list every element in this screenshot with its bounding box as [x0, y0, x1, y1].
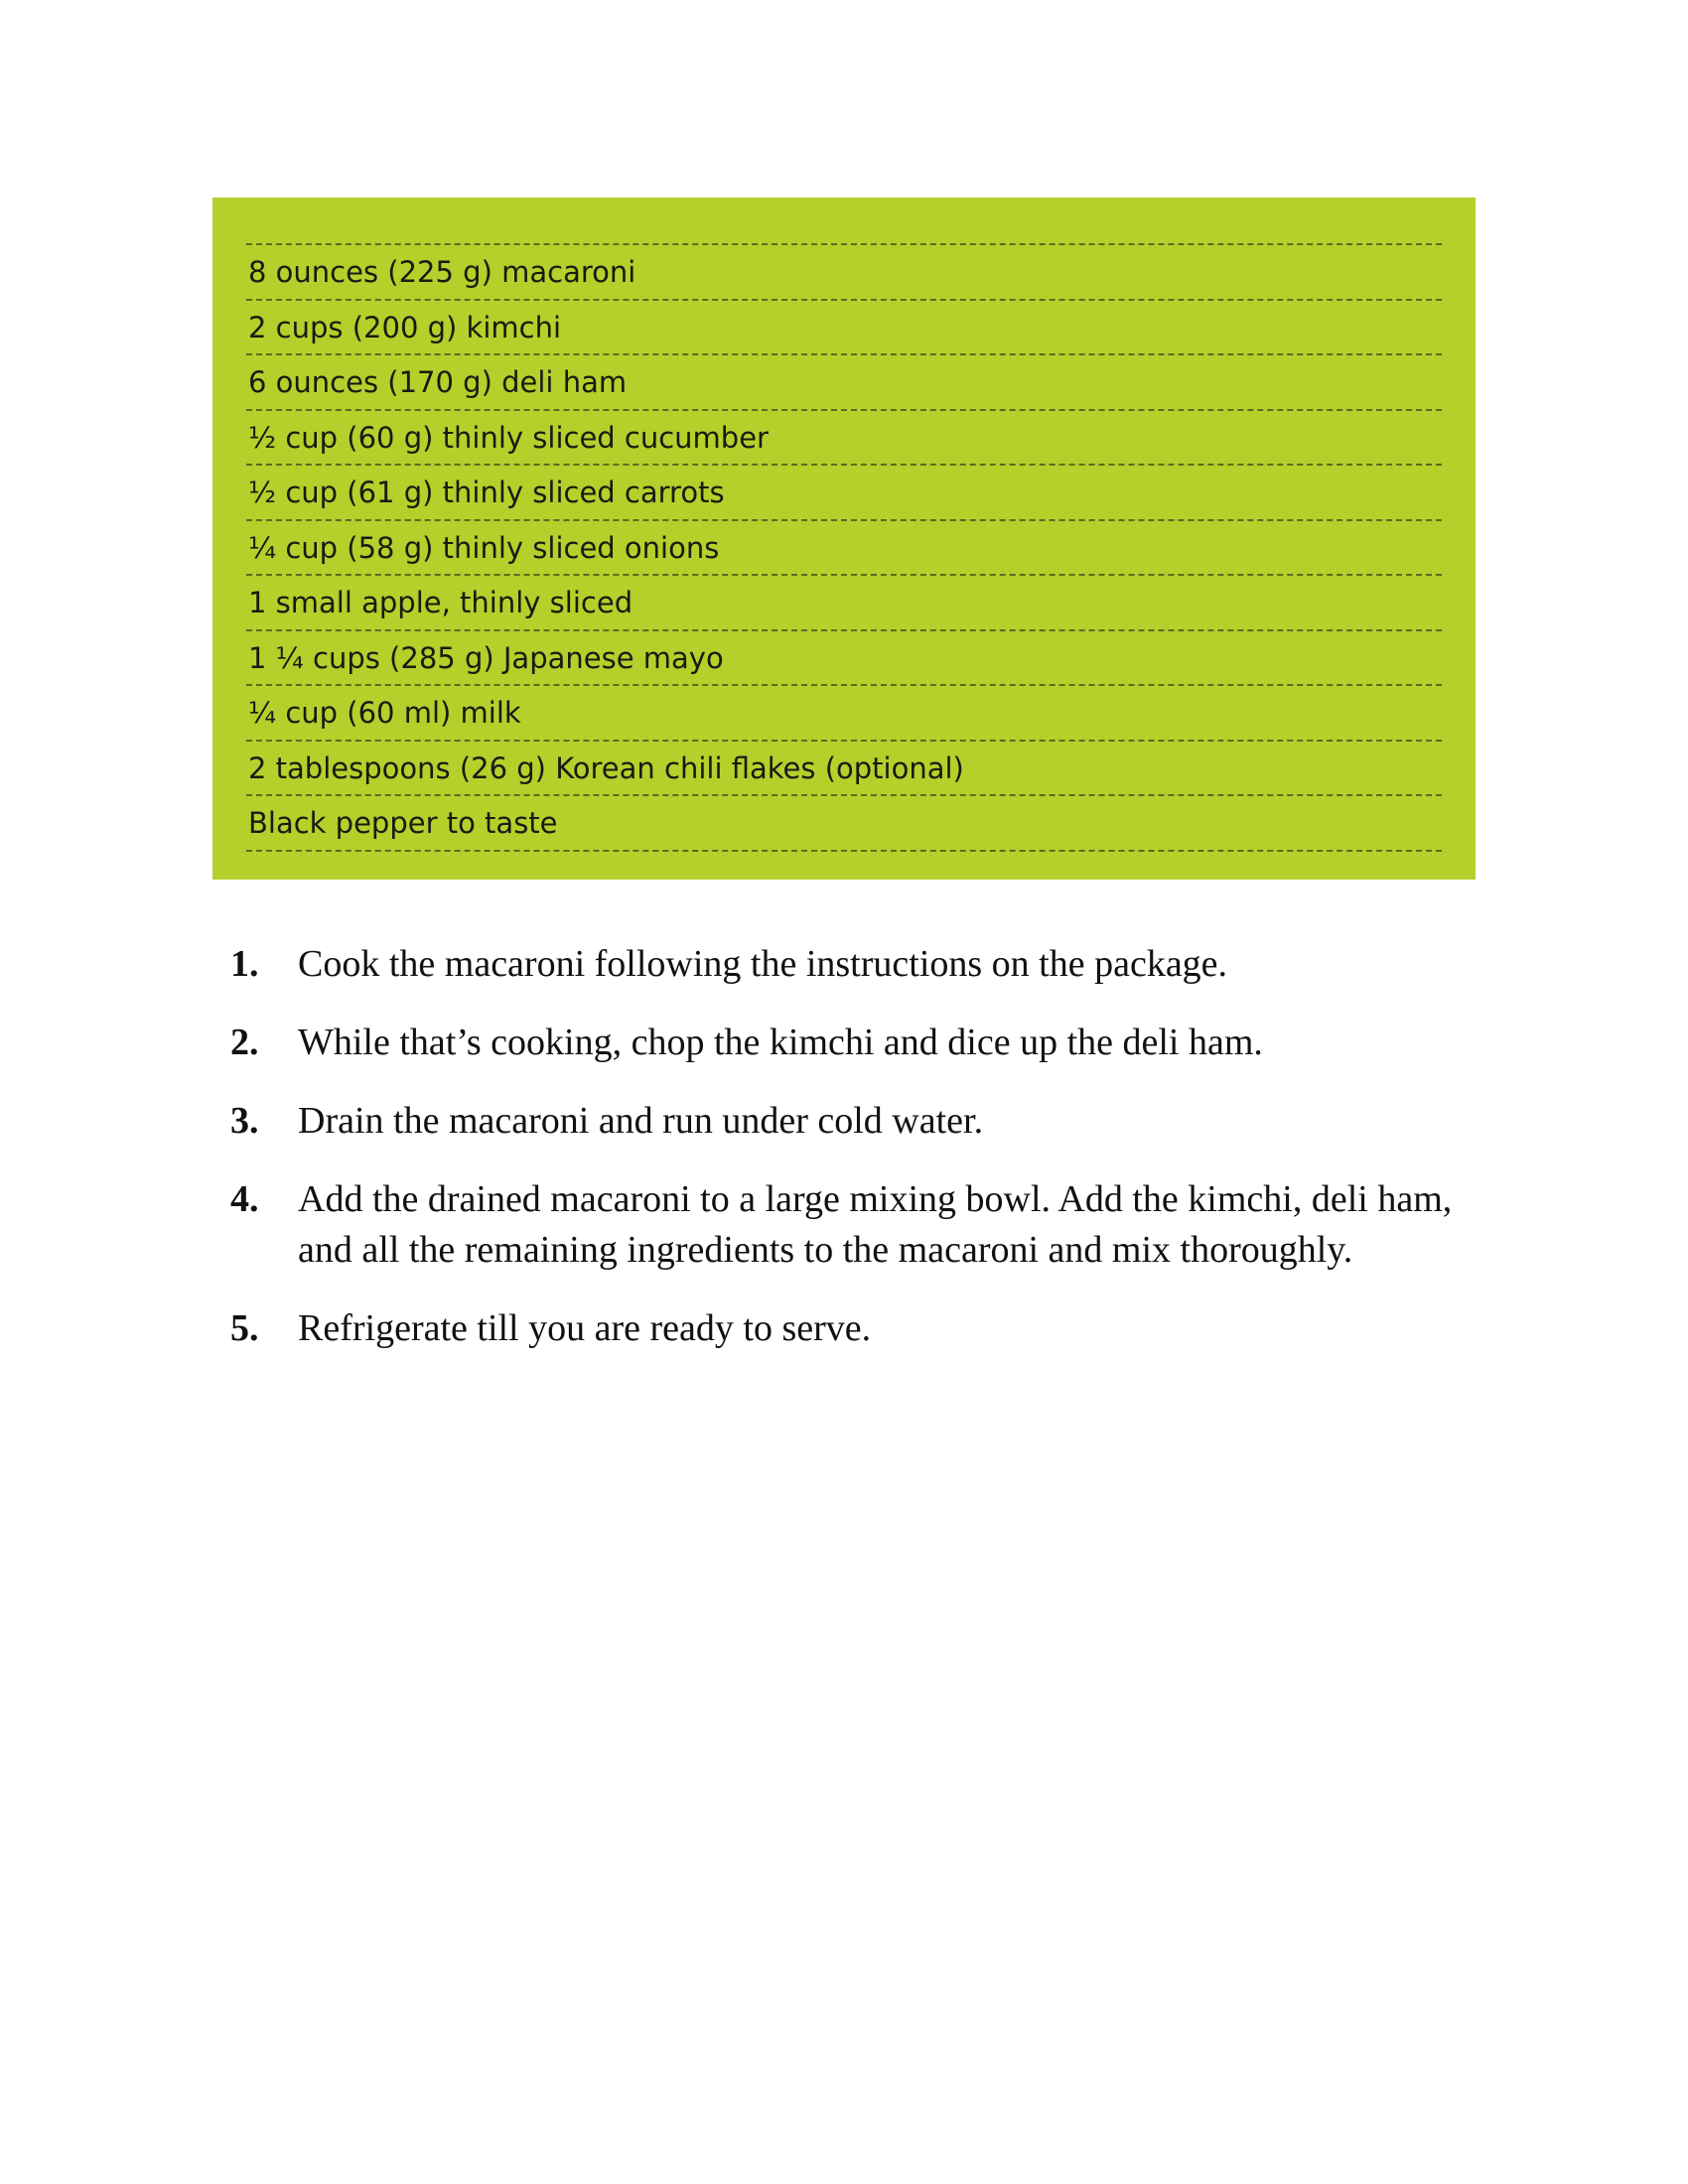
step-text: Refrigerate till you are ready to serve. [298, 1307, 872, 1349]
step-text: Cook the macaroni following the instructions on the package. [298, 943, 1228, 985]
step-number: 1. [230, 943, 259, 985]
instruction-steps [230, 939, 1501, 1382]
step-text: While that’s cooking, chop the kimchi and dice up the deli ham. [298, 1022, 1263, 1063]
instruction-step [230, 1303, 1501, 1354]
step-number: 2. [230, 1022, 259, 1063]
step-number: 3. [230, 1100, 259, 1142]
instruction-step [230, 939, 1501, 990]
ingredient-item: ¼ cup (58 g) thinly sliced onions [246, 521, 1442, 577]
ingredient-item: ½ cup (61 g) thinly sliced carrots [246, 466, 1442, 521]
instruction-step [230, 1096, 1501, 1147]
ingredient-item: 6 ounces (170 g) deli ham [246, 355, 1442, 411]
ingredient-item: 2 cups (200 g) kimchi [246, 301, 1442, 356]
ingredient-item: ½ cup (60 g) thinly sliced cucumber [246, 411, 1442, 467]
ingredient-item: Black pepper to taste [246, 796, 1442, 852]
ingredient-item: ¼ cup (60 ml) milk [246, 686, 1442, 742]
step-number: 5. [230, 1307, 259, 1349]
ingredient-item: 1 ¼ cups (285 g) Japanese mayo [246, 631, 1442, 687]
instruction-step [230, 1018, 1501, 1068]
ingredient-item: 8 ounces (225 g) macaroni [246, 245, 1442, 301]
step-number: 4. [230, 1178, 259, 1220]
ingredient-item: 1 small apple, thinly sliced [246, 576, 1442, 631]
instruction-step [230, 1174, 1501, 1276]
step-text: Add the drained macaroni to a large mixing bowl. Add the kimchi, deli ham, and all the remaining ingredients to the macaroni and mix thoroughly. [298, 1178, 1453, 1271]
ingredients-box [212, 198, 1476, 880]
ingredient-item: 2 tablespoons (26 g) Korean chili flakes (optional) [246, 742, 1442, 797]
step-text: Drain the macaroni and run under cold water. [298, 1100, 984, 1142]
ingredient-list [246, 243, 1442, 852]
